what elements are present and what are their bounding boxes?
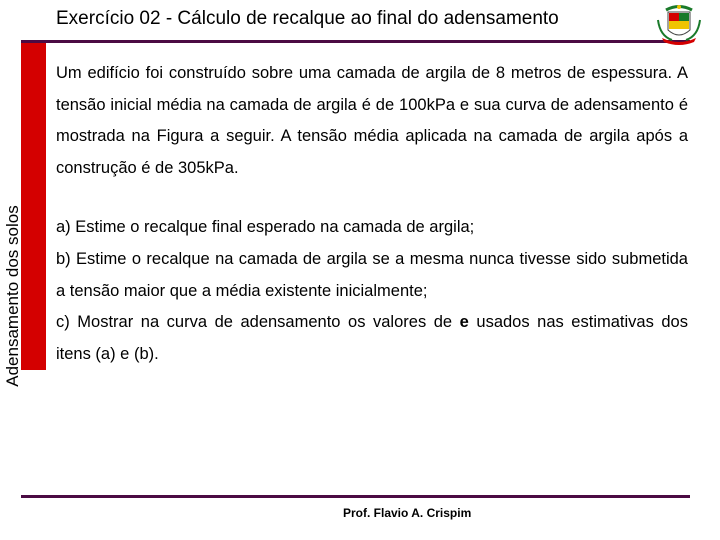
question-b: b) Estime o recalque na camada de argila se a mesma nunca tivesse sido submetida a tensão maior que a média existente inicialmente;	[56, 249, 688, 300]
side-title: Adensamento dos solos	[3, 205, 22, 387]
question-c-text-end: usados nas estimativas dos itens (a) e (b).	[56, 313, 688, 363]
side-accent-bar	[21, 40, 46, 370]
side-panel	[0, 40, 46, 387]
page-title: Exercício 02 - Cálculo de recalque ao final do adensamento	[56, 8, 559, 29]
crest-logo-icon	[648, 0, 710, 46]
void-ratio-symbol: e	[459, 313, 469, 332]
problem-statement: Um edifício foi construído sobre uma camada de argila de 8 metros de espessura. A tensão inicial média na camada de argila é de 100kPa e sua curva de adensamento é mostrada na Figura a seguir. A tensão média aplicada na camada de argila após a construção é de 305kPa.	[56, 64, 688, 177]
footer-divider	[21, 495, 690, 498]
question-c	[56, 307, 688, 370]
question-c-text-start: c) Mostrar na curva de adensamento os valores de	[56, 313, 460, 332]
footer-author: Prof. Flavio A. Crispim	[343, 506, 472, 520]
question-a: a) Estime o recalque final esperado na camada de argila;	[56, 218, 475, 237]
header-divider	[21, 40, 690, 43]
exercise-body	[56, 58, 688, 370]
